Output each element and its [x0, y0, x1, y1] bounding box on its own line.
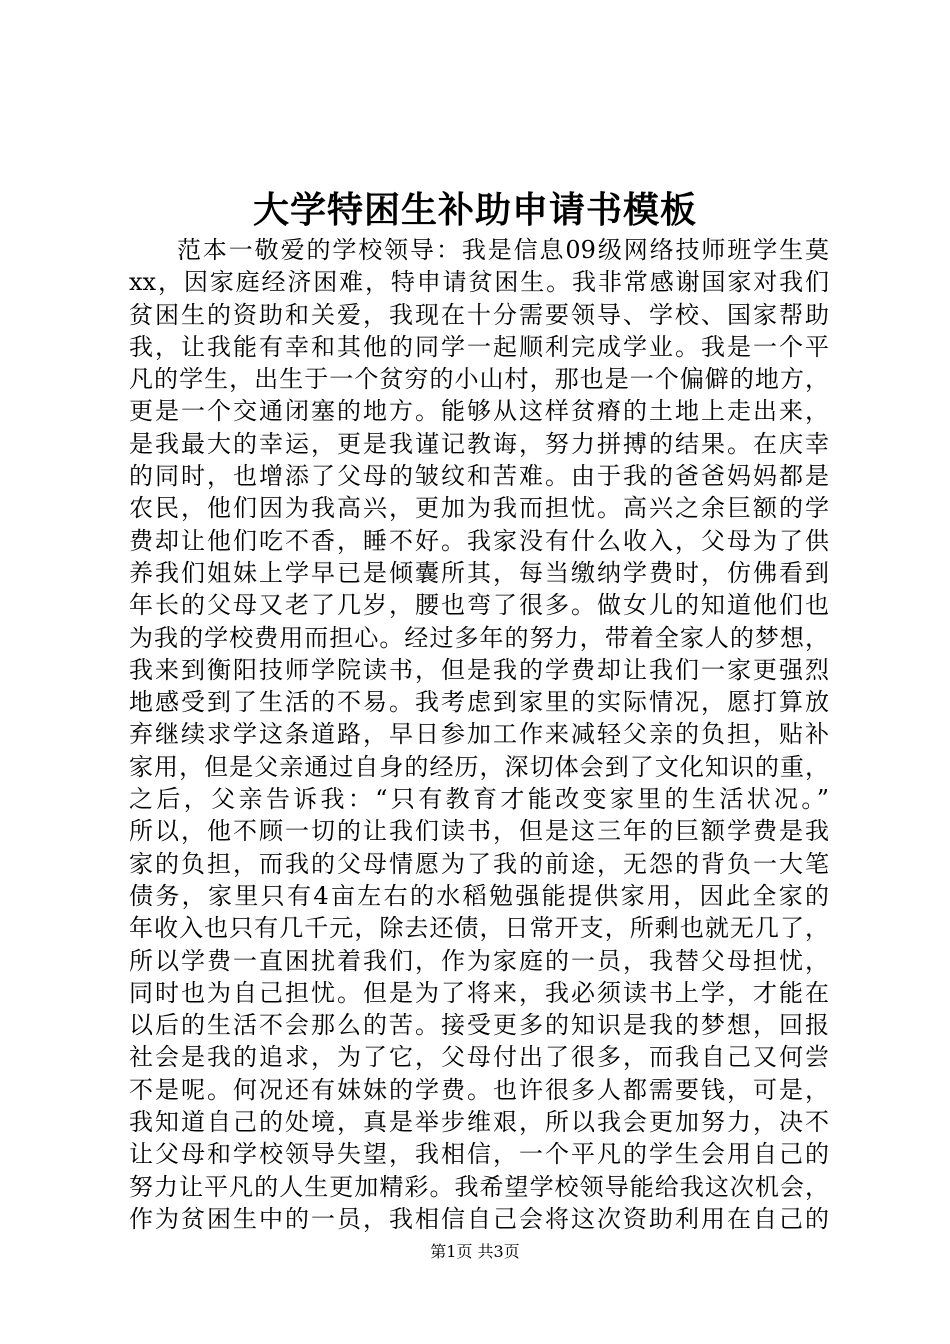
body-line: 努力让平凡的人生更加精彩。我希望学校领导能给我这次机会， [129, 1172, 829, 1201]
body-line: 费却让他们吃不香，睡不好。我家没有什么收入，父母为了供 [129, 526, 829, 555]
body-line: 家用，但是父亲通过自身的经历，深切体会到了文化知识的重， [129, 752, 829, 781]
body-line: 弃继续求学这条道路，早日参加工作来减轻父亲的负担，贴补 [129, 720, 829, 749]
body-line: 地感受到了生活的不易。我考虑到家里的实际情况，愿打算放 [129, 688, 829, 717]
body-line: 以后的生活不会那么的苦。接受更多的知识是我的梦想，回报 [129, 1011, 829, 1040]
body-line: 的同时，也增添了父母的皱纹和苦难。由于我的爸爸妈妈都是 [129, 462, 829, 491]
body-line: xx，因家庭经济困难，特申请贫困生。我非常感谢国家对我们 [129, 268, 829, 297]
body-line: 之后，父亲告诉我：“只有教育才能改变家里的生活状况。” [129, 785, 829, 814]
body-line: 我，让我能有幸和其他的同学一起顺利完成学业。我是一个平 [129, 332, 829, 361]
body-line: 年收入也只有几千元，除去还债，日常开支，所剩也就无几了， [129, 914, 829, 943]
body-line: 是我最大的幸运，更是我谨记教诲，努力拼搏的结果。在庆幸 [129, 429, 829, 458]
page-footer [0, 1240, 950, 1264]
body-line: 债务，家里只有4亩左右的水稻勉强能提供家用，因此全家的 [129, 881, 829, 910]
body-line: 养我们姐妹上学早已是倾囊所其，每当缴纳学费时，仿佛看到 [129, 558, 829, 587]
body-line: 同时也为自己担忧。但是为了将来，我必须读书上学，才能在 [129, 978, 829, 1007]
body-line: 农民，他们因为我高兴，更加为我而担忧。高兴之余巨额的学 [129, 494, 829, 523]
page-number: 第1页 共3页 [430, 1242, 520, 1261]
body-line: 所以，他不顾一切的让我们读书，但是这三年的巨额学费是我 [129, 817, 829, 846]
body-line: 更是一个交通闭塞的地方。能够从这样贫瘠的土地上走出来， [129, 397, 829, 426]
body-line: 为我的学校费用而担心。经过多年的努力，带着全家人的梦想， [129, 623, 829, 652]
body-line: 凡的学生，出生于一个贫穷的小山村，那也是一个偏僻的地方， [129, 365, 829, 394]
body-line: 家的负担，而我的父母情愿为了我的前途，无怨的背负一大笔 [129, 849, 829, 878]
document-body [129, 234, 829, 1235]
document-title: 大学特困生补助申请书模板 [252, 189, 697, 231]
body-line: 不是呢。何况还有妹妹的学费。也许很多人都需要钱，可是， [129, 1075, 829, 1104]
body-line: 年长的父母又老了几岁，腰也弯了很多。做女儿的知道他们也 [129, 591, 829, 620]
body-line: 作为贫困生中的一员，我相信自己会将这次资助利用在自己的 [129, 1204, 829, 1233]
body-line: 贫困生的资助和关爱，我现在十分需要领导、学校、国家帮助 [129, 300, 829, 329]
body-line: 让父母和学校领导失望，我相信，一个平凡的学生会用自己的 [129, 1140, 829, 1169]
body-line: 我知道自己的处境，真是举步维艰，所以我会更加努力，决不 [129, 1108, 829, 1137]
body-line: 我来到衡阳技师学院读书，但是我的学费却让我们一家更强烈 [129, 655, 829, 684]
body-line: 范本一敬爱的学校领导：我是信息09级网络技师班学生莫 [177, 236, 829, 264]
body-line: 社会是我的追求，为了它，父母付出了很多，而我自己又何尝 [129, 1043, 829, 1072]
body-line: 所以学费一直困扰着我们，作为家庭的一员，我替父母担忧， [129, 946, 829, 975]
